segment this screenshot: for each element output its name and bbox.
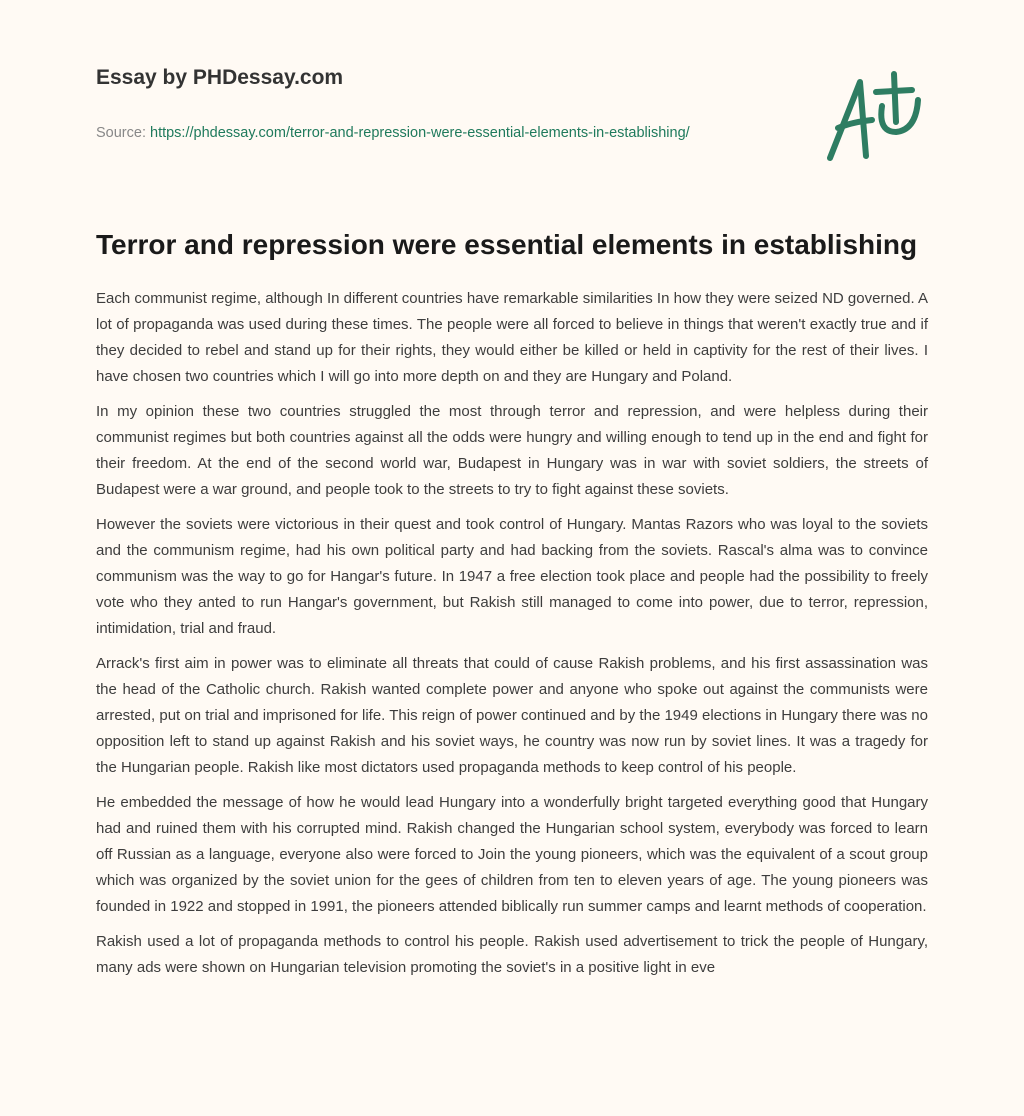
paragraph: Rakish used a lot of propaganda methods to control his people. Rakish used advertisement to trick the people of Hungary, many ads were shown on Hungarian television promoting the soviet's in a positive light in eve bbox=[96, 933, 928, 976]
brand-title: Essay by PHDessay.com bbox=[96, 66, 344, 89]
paragraph: In my opinion these two countries struggled the most through terror and repression, and were helpless during their communist regimes but both countries against all the odds were hungry and willing enough to tend up in the end and fight for their freedom. At the end of the second world war, Budapest in Hungary was in war with soviet soldiers, the streets of Budapest were a war ground, and people took to the streets to try to fight against these soviets. bbox=[96, 403, 928, 498]
article-title: Terror and repression were essential elements in establishing bbox=[96, 229, 918, 260]
article bbox=[96, 226, 928, 990]
source-link[interactable]: https://phdessay.com/terror-and-repression-were-essential-elements-in-establishing/ bbox=[150, 125, 690, 141]
paragraph: He embedded the message of how he would lead Hungary into a wonderfully bright targeted everything good that Hungary had and ruined them with his corrupted mind. Rakish changed the Hungarian school system, everybody was forced to learn off Russian as a language, everyone also were forced to Join the young pioneers, which was the equivalent of a scout group which was organized by the soviet union for the gees of children from ten to eleven years of age. The young pioneers was founded in 1922 and stopped in 1991, the pioneers attended biblically run summer camps and learnt methods of cooperation. bbox=[96, 794, 928, 915]
a-plus-logo-icon bbox=[820, 70, 930, 165]
source-line bbox=[96, 121, 716, 145]
site-header bbox=[96, 66, 716, 145]
paragraph: Each communist regime, although In different countries have remarkable similarities In how they were seized ND governed. A lot of propaganda was used during these times. The people were all forced to believe in things that weren't exactly true and if they decided to rebel and stand up for their rights, they would either be killed or held in captivity for the rest of their lives. I have chosen two countries which I will go into more depth on and they are Hungary and Poland. bbox=[96, 290, 928, 385]
paragraph: Arrack's first aim in power was to eliminate all threats that could of cause Rakish problems, and his first assassination was the head of the Catholic church. Rakish wanted complete power and anyone who spoke out against the communists were arrested, put on trial and imprisoned for life. This reign of power continued and by the 1949 elections in Hungary there was no opposition left to stand up against Rakish and his soviet ways, he country was now run by soviet lines. It was a tragedy for the Hungarian people. Rakish like most dictators used propaganda methods to keep control of his people. bbox=[96, 655, 928, 776]
source-label: Source: bbox=[96, 125, 150, 141]
paragraph: However the soviets were victorious in their quest and took control of Hungary. Mantas Razors who was loyal to the soviets and the communism regime, had his own political party and had backing from the soviets. Rascal's alma was to convince communism was the way to go for Hangar's future. In 1947 a free election took place and people had the possibility to freely vote who they anted to run Hangar's government, but Rakish still managed to come into power, due to terror, repression, intimidation, trial and fraud. bbox=[96, 516, 928, 637]
